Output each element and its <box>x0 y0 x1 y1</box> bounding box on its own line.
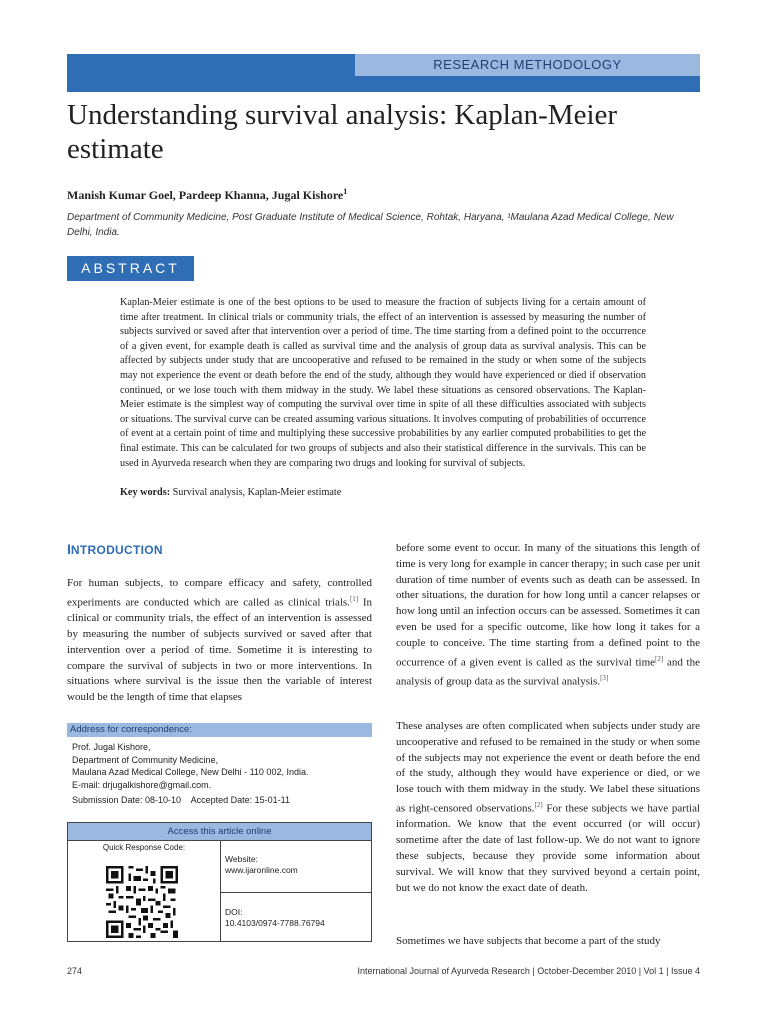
citation-ref: [1] <box>349 594 359 603</box>
correspondence-address <box>72 741 372 791</box>
intro-paragraph-left <box>67 576 372 706</box>
doi-value[interactable]: 10.4103/0974-7788.76794 <box>225 918 325 928</box>
intro-right-text: before some event to occur. In many of the situations this length of time is very long for example in cancer therapy; in such case per unit duration of time number of events such as death can be assessed. In other situations, the duration for how long until a cancer relapses or how long until an infection occurs can be assessed. Sometimes it can even be used for a specific outcome, like how long it takes for a couple to conceive. The time starting from a defined point to the occurrence of a given event is called as the survival time <box>396 542 700 669</box>
intro-paragraph-right-2 <box>396 719 700 896</box>
access-article-box <box>67 822 372 942</box>
intro-right2-text: These analyses are often complicated when subjects under study are uncooperative and refused to be remained in the study or when some of the subjects may not experience the event or death before the end of the study, although they would have experience or died, or we lose touch with them midway in the study. We label these situations as right-censored observations. <box>396 720 700 815</box>
intro-right-text-mid: and the analysis of group data as the survival analysis. <box>396 656 701 688</box>
citation-ref: [2] <box>534 800 543 809</box>
intro-paragraph-right-3: Sometimes we have subjects that become a part of the study <box>396 935 661 947</box>
website-label: Website: <box>225 854 258 864</box>
correspondence-line: Maulana Azad Medical College, New Delhi - 110 002, India. <box>72 767 309 778</box>
section-tag: RESEARCH METHODOLOGY <box>355 54 700 76</box>
intro-left-text-rest: In clinical or community trials, the effect of an intervention is assessed by measuring the number of subjects survived or saved after that intervention over a period of time. Sometime it is interesting to compare the survival of subjects in two or more interventions. In situations where survival is the issue then the variable of interest would be the length of time that elapses <box>67 596 372 704</box>
access-heading: Access this article online <box>68 823 371 841</box>
doi-cell <box>221 893 371 941</box>
correspondence-heading: Address for correspondence: <box>67 723 372 737</box>
correspondence-line: Prof. Jugal Kishore, <box>72 742 151 752</box>
abstract-label: ABSTRACT <box>67 256 194 281</box>
keywords <box>120 487 646 498</box>
author-list <box>67 187 347 203</box>
website-link[interactable]: www.ijaronline.com <box>225 865 298 875</box>
qr-cell <box>68 840 221 941</box>
intro-left-text: For human subjects, to compare efficacy and safety, controlled experiments are conducted which are called as clinical trials. <box>67 577 372 609</box>
abstract-text: Kaplan-Meier estimate is one of the best options to be used to measure the fraction of subjects living for a certain amount of time after treatment. In clinical trials or community trials, the effect of an intervention is assessed by measuring the number of subjects survived or saved after that intervention over a period of time. The time starting from a defined point to the occurrence of a given event, for example death is called as survival time and the analysis of group data as survival analysis. This can be affected by subjects under study that are uncooperative and refused to be remained in the study or when some of the subjects may not experience the event or death before the end of the study, although they would have experienced or died if observation continued, or we lose touch with them midway in the study. We label these situations as censored observations. The Kaplan-Meier estimate is the simplest way of computing the survival over time in spite of all these difficulties associated with subjects or situations. The survival curve can be created assuming various situations. It involves computing of probabilities of occurrence of event at a certain point of time and multiplying these successive probabilities by any earlier computed probabilities to get the final estimate. This can be calculated for two groups of subjects and also their statistical difference in the survivals. This can be used in Ayurveda research when they are comparing two drugs and looking for survival of subjects. <box>120 297 646 469</box>
journal-citation: International Journal of Ayurveda Research | October-December 2010 | Vol 1 | Issue 4 <box>357 966 700 976</box>
correspondence-line: Department of Community Medicine, <box>72 754 219 765</box>
section-heading-introduction: INTRODUCTION <box>67 541 163 557</box>
citation-ref: [3] <box>600 674 609 683</box>
keywords-list: Survival analysis, Kaplan-Meier estimate <box>172 487 342 498</box>
correspondence-email[interactable]: E-mail: drjugalkishore@gmail.com. <box>72 779 212 790</box>
keywords-label: Key words: <box>120 487 171 498</box>
qr-label: Quick Response Code: <box>102 843 186 852</box>
author-names: Manish Kumar Goel, Pardeep Khanna, Jugal Kishore <box>67 188 344 202</box>
website-cell <box>221 840 371 893</box>
qr-code-icon[interactable] <box>106 866 178 938</box>
citation-ref: [2] <box>655 654 664 663</box>
intro-paragraph-right-1 <box>396 541 700 690</box>
intro-right2-text-rest: For these subjects we have partial information. We know that the event occurred (or will occur) sometime after the date of last follow-up. We do not want to ignore these subjects, because they provide some information about survival. We will know that they survived beyond a certain point, but we do not know the exact date of death. <box>396 802 701 894</box>
doi-label: DOI: <box>225 907 243 917</box>
article-title: Understanding survival analysis: Kaplan-Meier estimate <box>67 99 618 165</box>
heading-rest: NTRODUCTION <box>70 543 163 557</box>
page-number: 274 <box>67 966 83 976</box>
author-affiliation: Department of Community Medicine, Post Graduate Institute of Medical Science, Rohtak, Haryana, ¹Maulana Azad Medical College, New Delhi, India. <box>67 212 674 238</box>
submission-dates: Submission Date: 08-10-10 Accepted Date: 15-01-11 <box>72 795 290 805</box>
author-affiliation-marker: 1 <box>343 187 348 196</box>
